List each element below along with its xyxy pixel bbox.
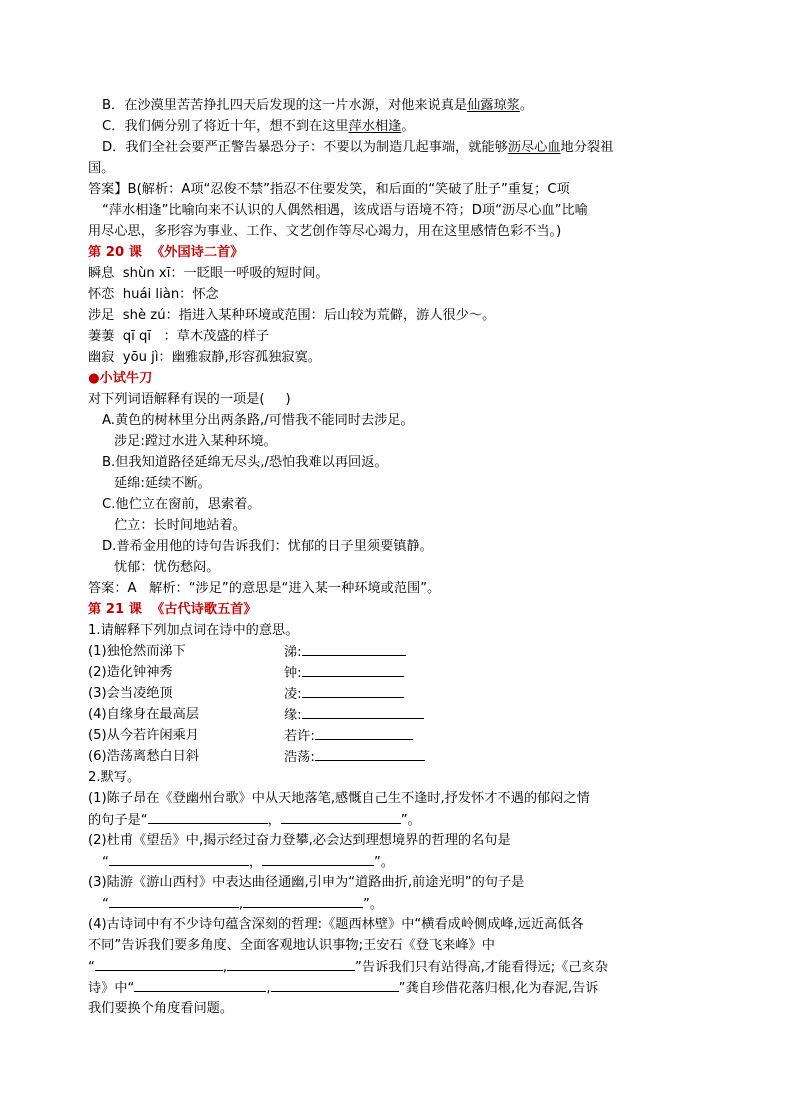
- underlined-idiom: 萍水相逢: [348, 119, 402, 134]
- option-c: C.他伫立在窗前，思索着。: [102, 497, 261, 512]
- dictation-4-blanks-b: [88, 978, 598, 998]
- separator: ,: [266, 981, 271, 996]
- keyword-label: 若许:: [284, 729, 315, 744]
- option-b-explanation: 延绵:延续不断。: [114, 476, 211, 491]
- practice-heading-label: 小试牛刀: [99, 371, 153, 386]
- vocab-item: 怀恋 huái liàn：怀念: [88, 287, 219, 302]
- bullet-dot-icon: ●: [88, 371, 100, 386]
- quote-open: 的句子是“: [88, 813, 148, 828]
- option-c-text: C．我们俩分别了将近十年，想不到在这里: [102, 119, 349, 134]
- dictation-1-prompt: (1)陈子昂在《登幽州台歌》中从天地落笔,感慨自己生不逢时,抒发怀才不遇的郁闷之情: [88, 791, 590, 806]
- lesson-21-title: 第 21 课 《古代诗歌五首》: [88, 602, 257, 617]
- vocab-item: 瞬息 shùn xī：一眨眼一呼吸的短时间。: [88, 266, 329, 281]
- option-b-end: 。: [519, 98, 534, 113]
- poem-phrase: (6)浩荡离愁白日斜: [88, 749, 199, 764]
- answer-blank[interactable]: [302, 642, 406, 656]
- answer-blank[interactable]: [109, 852, 249, 866]
- poem-phrase: (5)从今若许闲乘月: [88, 728, 199, 743]
- poem-phrase: (4)自缘身在最高层: [88, 707, 199, 722]
- separator: ，: [248, 855, 263, 870]
- vocab-item: 萋萋 qī qī ：草木茂盛的样子: [88, 329, 270, 344]
- option-d-text: D．我们全社会要严正警告暴恐分子：不要以为制造几起事端，就能够: [102, 140, 508, 155]
- keyword-label: 缘:: [284, 708, 302, 723]
- dictation-2-prompt: (2)杜甫《望岳》中,揭示经过奋力登攀,必会达到理想境界的哲理的名句是: [88, 833, 511, 848]
- answer-blank[interactable]: [227, 957, 355, 971]
- keyword-label: 钟:: [284, 666, 302, 681]
- dictation-1-blanks: [88, 810, 421, 830]
- definition-row: [88, 642, 708, 662]
- option-b-text: B．在沙漠里苦苦挣扎四天后发现的这一片水源，对他来说真是: [102, 98, 468, 113]
- definition-row: [88, 705, 708, 725]
- answer-blank[interactable]: [271, 978, 399, 992]
- option-c: [102, 117, 415, 137]
- practice-heading: [88, 369, 152, 389]
- vocab-item: 涉足 shè zú：指进入某种环境或范围：后山较为荒僻，游人很少～。: [88, 308, 496, 323]
- vocab-item: 幽寂 yōu jì：幽雅寂静,形容孤独寂寞。: [88, 350, 321, 365]
- answer-blank[interactable]: [302, 705, 424, 719]
- dictation-4-end: 我们要换个角度看问题。: [88, 1001, 234, 1016]
- answer-blank[interactable]: [95, 957, 223, 971]
- poem-phrase: (1)独怆然而涕下: [88, 644, 186, 659]
- option-d-end: 地分裂祖: [560, 140, 614, 155]
- answer-blank[interactable]: [109, 894, 239, 908]
- dictation-4-prompt-cont: 不同”告诉我们要多角度、全面客观地认识事物;王安石《登飞来峰》中: [88, 938, 495, 953]
- answer-blank[interactable]: [302, 684, 404, 698]
- answer-blank[interactable]: [315, 726, 413, 740]
- dictation-3-blanks: [102, 894, 383, 914]
- keyword-label: 涕:: [284, 645, 302, 660]
- answer-blank[interactable]: [281, 810, 401, 824]
- answer-line-1: 答案】B(解析：A项“忍俊不禁”指忍不住要发笑，和后面的“笑破了肚子”重复；C项: [88, 182, 570, 197]
- answer-line-2: “萍水相逢”比喻向来不认识的人偶然相遇，该成语与语境不符；D项“沥尽心血”比喻: [102, 203, 588, 218]
- quote-open: “: [102, 897, 109, 912]
- dictation-4-blanks-a: [88, 957, 608, 977]
- prompt-text: ”龚自珍借花落归根,化为春泥,告诉: [398, 981, 599, 996]
- underlined-idiom: 沥尽心血: [507, 140, 561, 155]
- poem-phrase: (2)造化钟神秀: [88, 665, 173, 680]
- answer-line-3: 用尽心思，多形容为事业、工作、文艺创作等尽心竭力，用在这里感情色彩不当。): [88, 224, 562, 239]
- definition-row: [88, 663, 708, 683]
- definition-row: [88, 684, 708, 704]
- option-d-explanation: 忧郁：忧伤愁闷。: [114, 560, 220, 575]
- separator: ,: [222, 960, 228, 975]
- definition-row: [88, 726, 708, 746]
- option-c-end: 。: [401, 119, 415, 134]
- option-a: A.黄色的树林里分出两条路,/可惜我不能同时去涉足。: [102, 413, 414, 428]
- dictation-2-blanks: [102, 852, 394, 872]
- practice-answer: 答案：A 解析：“涉足”的意思是“进入某一种环境或范围”。: [88, 581, 441, 596]
- keyword-label: 浩荡:: [284, 750, 315, 765]
- option-d-continued: 国。: [88, 161, 115, 176]
- option-c-explanation: 伫立：长时间地站着。: [114, 518, 246, 533]
- practice-question: 对下列词语解释有误的一项是( ): [88, 392, 291, 407]
- keyword-label: 凌:: [284, 687, 302, 702]
- definition-row: [88, 747, 708, 767]
- quote-open: “: [88, 960, 95, 975]
- dictation-3-prompt: (3)陆游《游山西村》中表达曲径通幽,引申为“道路曲折,前途光明”的句子是: [88, 875, 525, 890]
- answer-blank[interactable]: [262, 852, 374, 866]
- lesson-20-title: 第 20 课 《外国诗二首》: [88, 245, 244, 260]
- option-b: B.但我知道路径延绵无尽头,/恐怕我难以再回返。: [102, 455, 388, 470]
- quote-close: ”。: [400, 813, 421, 828]
- underlined-idiom: 仙露琼浆: [467, 98, 520, 113]
- answer-blank[interactable]: [134, 978, 266, 992]
- quote-close: ”。: [363, 897, 384, 912]
- separator: ，: [267, 813, 281, 828]
- option-b: [102, 96, 533, 116]
- answer-blank[interactable]: [302, 663, 404, 677]
- option-a-explanation: 涉足:蹚过水进入某种环境。: [114, 434, 277, 449]
- quote-open: “: [102, 855, 109, 870]
- prompt-text: ”告诉我们只有站得高,才能看得远;《己亥杂: [355, 960, 608, 975]
- answer-blank[interactable]: [243, 894, 363, 908]
- quote-close: ”。: [374, 855, 395, 870]
- poem-phrase: (3)会当凌绝顶: [88, 686, 173, 701]
- question-1: 1.请解释下列加点词在诗中的意思。: [88, 623, 299, 638]
- prompt-text: 诗》中“: [88, 981, 135, 996]
- answer-blank[interactable]: [148, 810, 268, 824]
- separator: ,: [238, 897, 244, 912]
- answer-blank[interactable]: [315, 747, 425, 761]
- option-d: [102, 138, 613, 158]
- question-2: 2.默写。: [88, 770, 141, 785]
- option-d: D.普希金用他的诗句告诉我们：忧郁的日子里须要镇静。: [102, 539, 433, 554]
- dictation-4-prompt: (4)古诗词中有不少诗句蕴含深刻的哲理:《题西林壁》中“横看成岭侧成峰,远近高低各: [88, 917, 584, 932]
